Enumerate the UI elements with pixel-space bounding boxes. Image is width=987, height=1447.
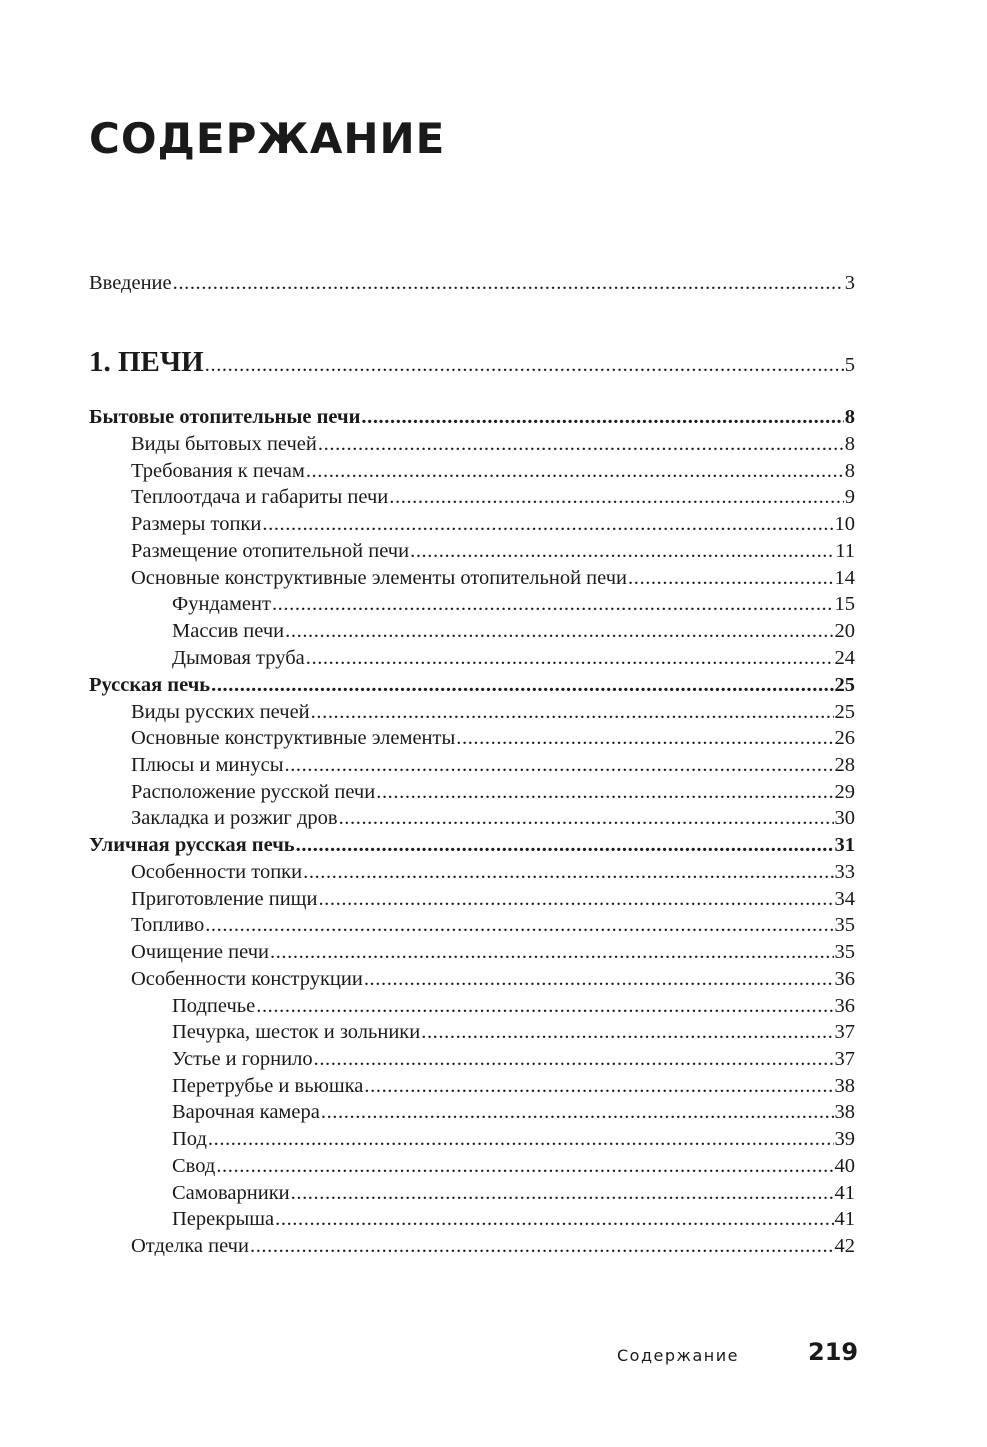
toc-page-number: 38 <box>834 1075 855 1097</box>
dot-leader <box>376 779 833 805</box>
dot-leader <box>296 832 834 858</box>
toc-page-number: 36 <box>834 995 855 1017</box>
dot-leader <box>364 966 834 992</box>
toc-label: Свод <box>172 1155 216 1177</box>
toc-label: Виды русских печей <box>131 701 310 723</box>
dot-leader <box>205 912 833 938</box>
toc-subsection[interactable] <box>89 752 855 778</box>
dot-leader <box>256 993 833 1019</box>
toc-page-number: 42 <box>834 1235 855 1257</box>
toc-subsection[interactable] <box>89 912 855 938</box>
toc-page-number: 28 <box>834 754 855 776</box>
page-title: СОДЕРЖАНИЕ <box>89 114 446 163</box>
toc-label: Особенности топки <box>131 861 303 883</box>
toc-subsection[interactable] <box>89 886 855 912</box>
dot-leader <box>361 404 843 430</box>
toc-label: Печурка, шесток и зольники <box>172 1021 421 1043</box>
toc-page-number: 30 <box>834 807 855 829</box>
toc-page-number: 14 <box>834 567 855 589</box>
toc-page-number: 41 <box>834 1182 855 1204</box>
toc-label: Массив печи <box>172 620 285 642</box>
toc-section[interactable] <box>89 672 855 698</box>
toc-label: Теплоотдача и габариты печи <box>131 486 389 508</box>
toc-page-number: 9 <box>844 486 855 508</box>
toc-label: Размеры топки <box>131 513 262 535</box>
toc-label: Топливо <box>131 914 205 936</box>
dot-leader <box>291 1180 834 1206</box>
dot-leader <box>250 1233 834 1259</box>
toc-subsection[interactable] <box>89 458 855 484</box>
toc-subsubsection[interactable] <box>89 1180 855 1206</box>
toc-subsubsection[interactable] <box>89 1206 855 1232</box>
toc-label: Виды бытовых печей <box>131 433 317 455</box>
toc-page-number: 29 <box>834 781 855 803</box>
toc-page-number: 8 <box>844 433 855 455</box>
dot-leader <box>410 538 834 564</box>
toc-page-number: 24 <box>834 647 855 669</box>
dot-leader <box>285 618 833 644</box>
toc-section[interactable] <box>89 404 855 430</box>
toc-label: Расположение русской печи <box>131 781 376 803</box>
toc-label: Самоварники <box>172 1182 290 1204</box>
dot-leader <box>421 1019 833 1045</box>
toc-subsubsection[interactable] <box>89 1019 855 1045</box>
toc-subsection[interactable] <box>89 511 855 537</box>
toc-section[interactable] <box>89 832 855 858</box>
toc-subsection[interactable] <box>89 859 855 885</box>
toc-label: Уличная русская печь <box>89 834 295 856</box>
toc-label: Плюсы и минусы <box>131 754 284 776</box>
toc-label: Подпечье <box>172 995 256 1017</box>
toc-subsection[interactable] <box>89 484 855 510</box>
dot-leader <box>318 431 844 457</box>
dot-leader <box>321 1099 834 1125</box>
dot-leader <box>628 565 833 591</box>
toc-label: Приготовление пищи <box>131 888 318 910</box>
toc-label: Дымовая труба <box>172 647 305 669</box>
toc-label: Основные конструктивные элементы отопительной печи <box>131 567 628 589</box>
dot-leader <box>311 699 834 725</box>
toc-subsubsection[interactable] <box>89 618 855 644</box>
toc-page-number: 37 <box>834 1021 855 1043</box>
toc-page-number: 36 <box>834 968 855 990</box>
dot-leader <box>284 752 833 778</box>
toc-subsection[interactable] <box>89 779 855 805</box>
dot-leader <box>208 1126 834 1152</box>
toc-label: 1. ПЕЧИ <box>89 346 204 378</box>
toc-subsection[interactable] <box>89 939 855 965</box>
toc-label: Отделка печи <box>131 1235 249 1257</box>
toc-subsubsection[interactable] <box>89 1126 855 1152</box>
dot-leader <box>318 886 833 912</box>
dot-leader <box>205 348 844 382</box>
toc-subsection[interactable] <box>89 699 855 725</box>
toc-subsubsection[interactable] <box>89 1099 855 1125</box>
dot-leader <box>270 939 834 965</box>
toc-label: Фундамент <box>172 593 271 615</box>
toc-subsection[interactable] <box>89 431 855 457</box>
toc-subsubsection[interactable] <box>89 1153 855 1179</box>
toc-subsubsection[interactable] <box>89 591 855 617</box>
toc-page-number: 10 <box>834 513 855 535</box>
dot-leader <box>306 458 844 484</box>
dot-leader <box>456 725 833 751</box>
toc-page-number: 34 <box>834 888 855 910</box>
toc-page-number: 40 <box>834 1155 855 1177</box>
dot-leader <box>275 1206 833 1232</box>
toc-page-number: 26 <box>834 727 855 749</box>
toc-page-number: 33 <box>834 861 855 883</box>
toc-page-number: 38 <box>834 1101 855 1123</box>
toc-label: Очищение печи <box>131 941 269 963</box>
toc-page-number: 35 <box>834 941 855 963</box>
toc-page-number: 5 <box>844 354 855 376</box>
toc-page-number: 25 <box>834 701 855 723</box>
dot-leader <box>303 859 833 885</box>
toc-subsubsection[interactable] <box>89 1046 855 1072</box>
dot-leader <box>216 1153 833 1179</box>
toc-page-number: 3 <box>844 272 855 294</box>
toc-page-number: 31 <box>834 834 855 856</box>
toc-label: Перетрубье и вьюшка <box>172 1075 364 1097</box>
toc-subsubsection[interactable] <box>89 645 855 671</box>
toc-label: Закладка и розжиг дров <box>131 807 338 829</box>
page-number: 219 <box>808 1338 859 1366</box>
toc-page-number: 35 <box>834 914 855 936</box>
toc-page-number: 37 <box>834 1048 855 1070</box>
toc-label: Размещение отопительной печи <box>131 540 410 562</box>
toc-label: Под <box>172 1128 207 1150</box>
dot-leader <box>306 645 834 671</box>
toc-subsection[interactable] <box>89 966 855 992</box>
toc-page-number: 8 <box>844 460 855 482</box>
toc-label: Основные конструктивные элементы <box>131 727 456 749</box>
toc-page-number: 39 <box>834 1128 855 1150</box>
toc-chapter-1[interactable] <box>89 345 855 382</box>
dot-leader <box>262 511 833 537</box>
toc-label: Бытовые отопительные печи <box>89 406 361 428</box>
toc-subsection[interactable] <box>89 1233 855 1259</box>
toc-page-number: 20 <box>834 620 855 642</box>
toc-subsection[interactable] <box>89 805 855 831</box>
dot-leader <box>339 805 834 831</box>
dot-leader <box>364 1073 833 1099</box>
toc-label: Русская печь <box>89 674 211 696</box>
toc-page-number: 8 <box>844 406 855 428</box>
toc-label: Введение <box>89 272 172 294</box>
toc-subsection[interactable] <box>89 565 855 591</box>
toc-page-number: 11 <box>835 540 855 562</box>
toc-label: Требования к печам <box>131 460 305 482</box>
dot-leader <box>314 1046 834 1072</box>
toc-label: Перекрыша <box>172 1208 275 1230</box>
running-footer-section: Содержание <box>617 1346 739 1365</box>
toc-label: Особенности конструкции <box>131 968 363 990</box>
toc-subsubsection[interactable] <box>89 993 855 1019</box>
toc-label: Устье и горнило <box>172 1048 313 1070</box>
toc-page-number: 41 <box>834 1208 855 1230</box>
dot-leader <box>389 484 843 510</box>
toc-entry-intro[interactable] <box>89 270 855 296</box>
dot-leader <box>173 270 844 296</box>
toc-label: Варочная камера <box>172 1101 320 1123</box>
toc-subsubsection[interactable] <box>89 1073 855 1099</box>
dot-leader <box>272 591 834 617</box>
dot-leader <box>211 672 833 698</box>
toc-page-number: 15 <box>834 593 855 615</box>
toc-subsection[interactable] <box>89 725 855 751</box>
toc-subsection[interactable] <box>89 538 855 564</box>
toc-page-number: 25 <box>834 674 855 696</box>
